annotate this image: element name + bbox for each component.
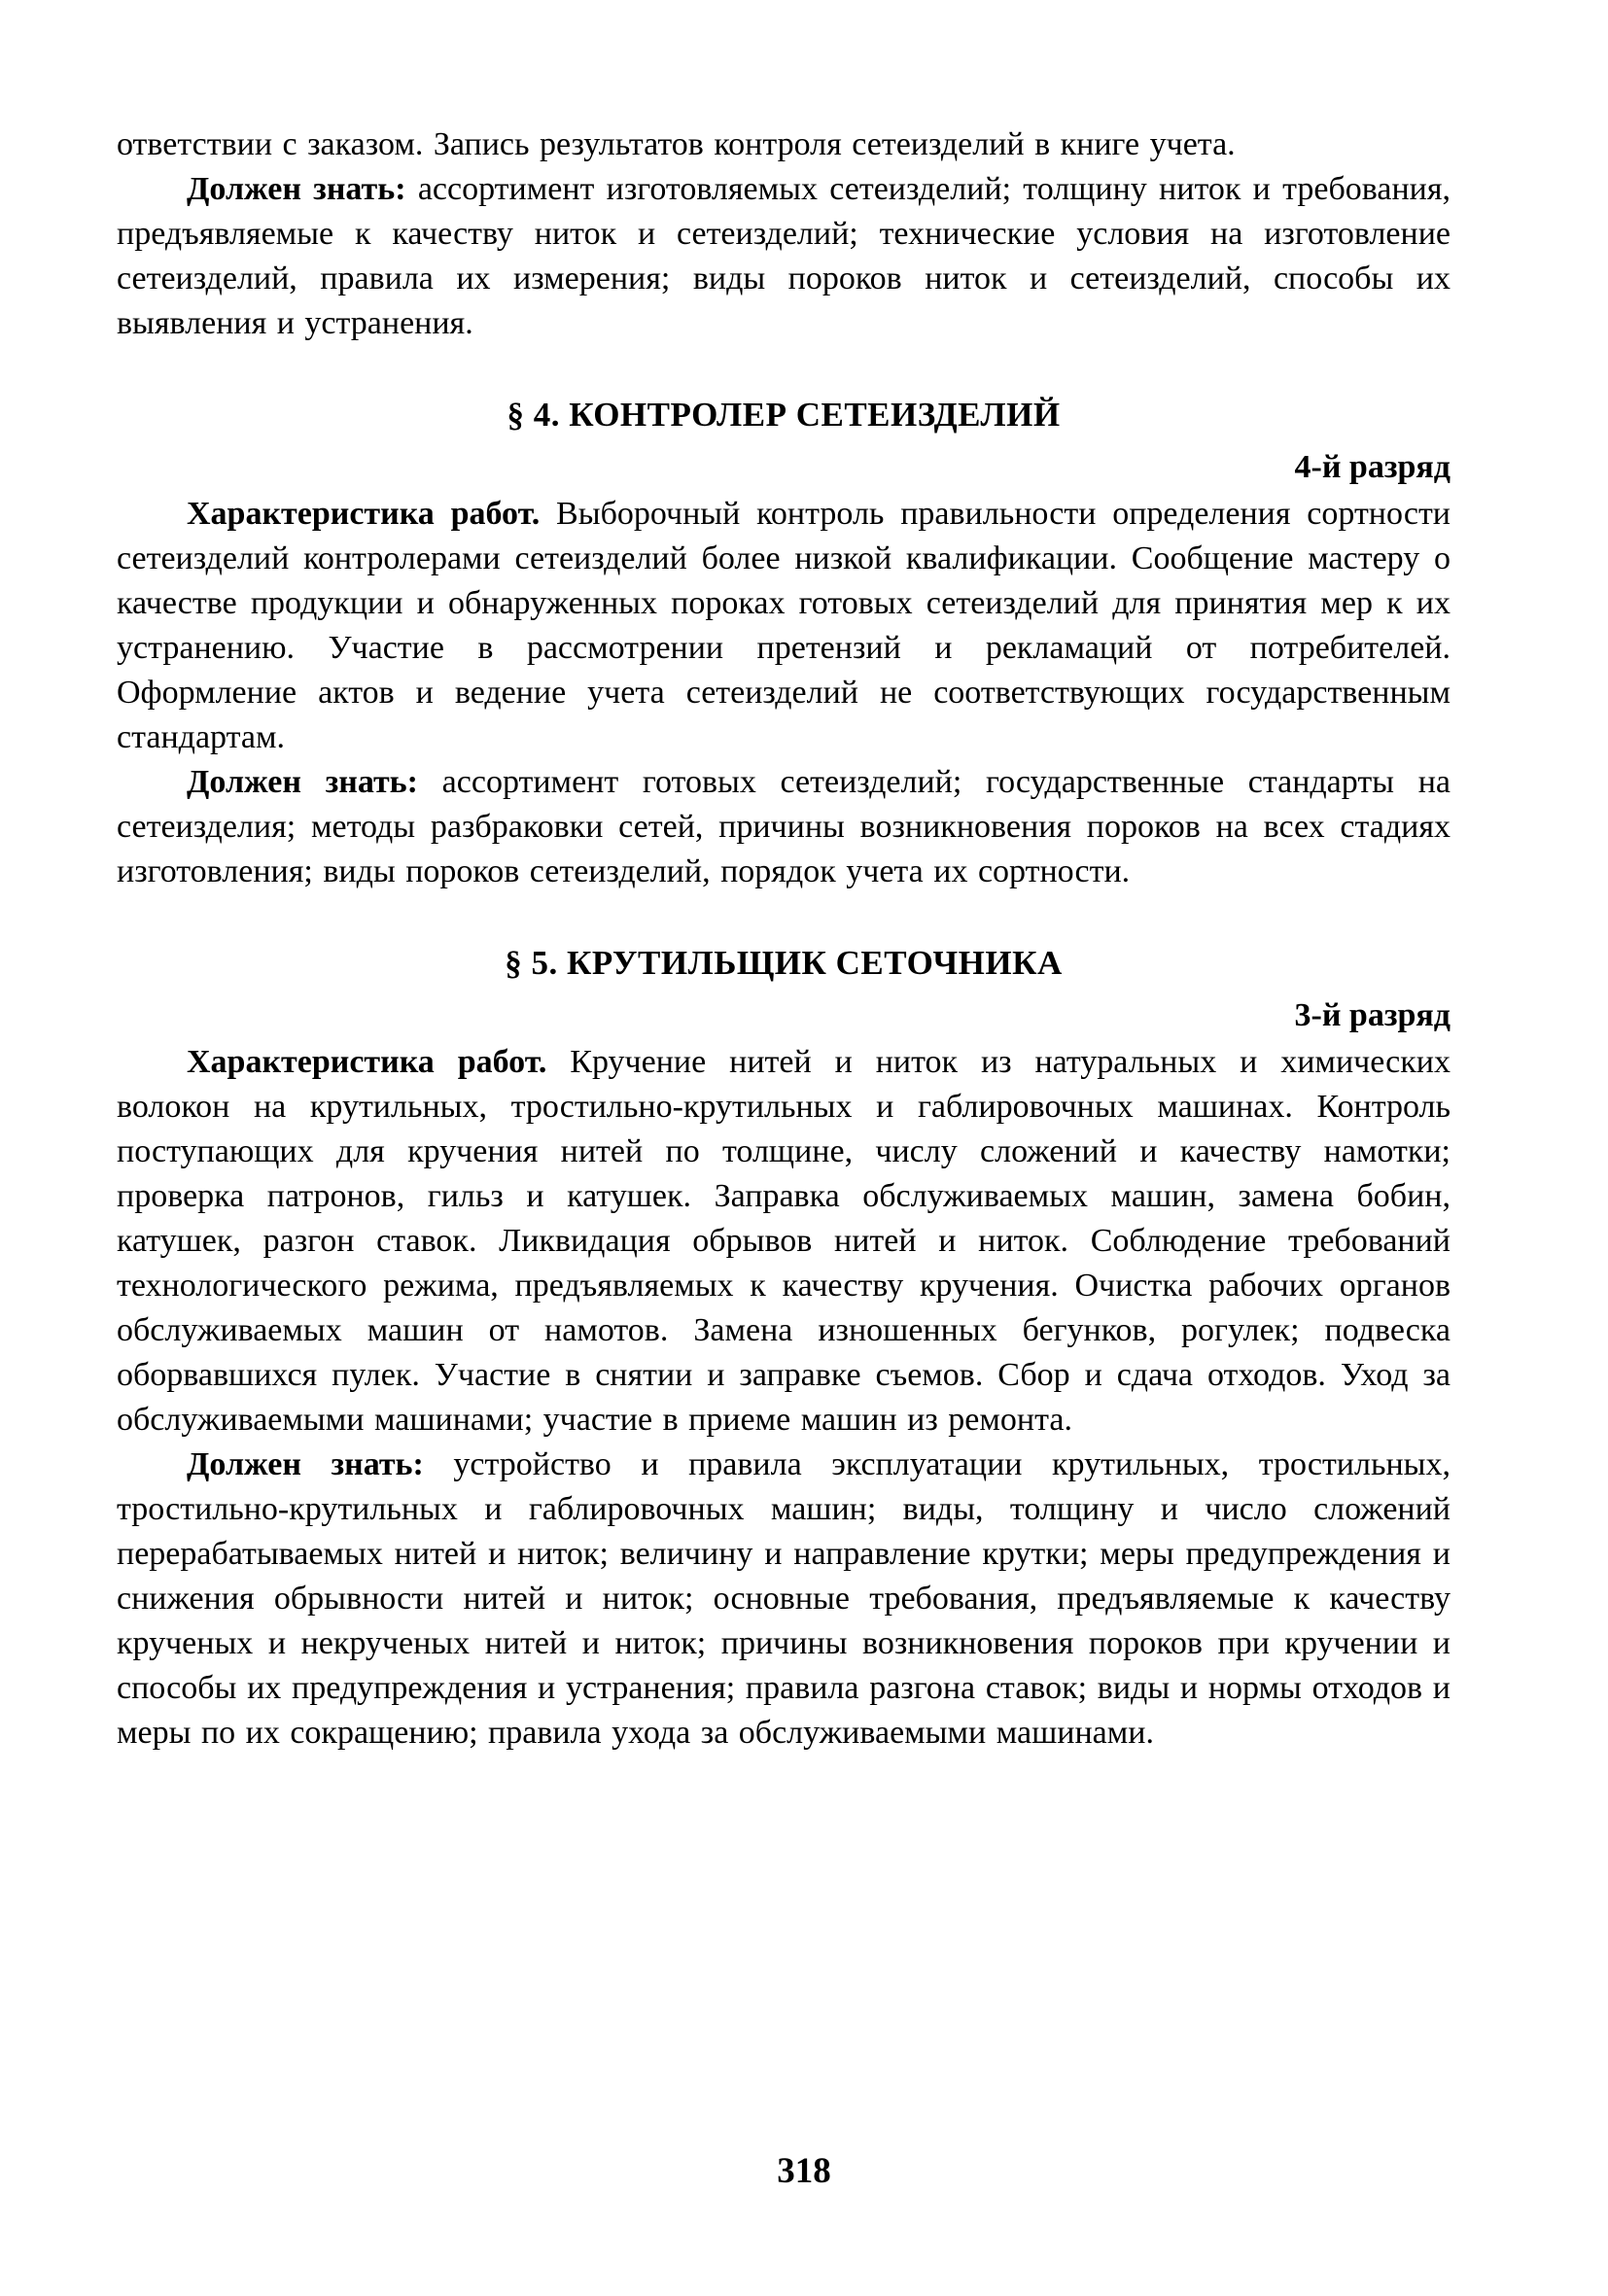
section-5-know-paragraph [117,1443,1451,1756]
section-5-work-lead: Характеристика работ. [187,1044,547,1080]
page-number: 318 [777,2151,831,2191]
section-4-know-lead: Должен знать: [187,764,418,800]
continuation-paragraph [117,122,1451,167]
section-5-work-text: Кручение нитей и ниток из натуральных и химических волокон на крутильных, тростильно-крутильных и габлировочных машинах. Контроль поступающих для кручения нитей по толщине, числу сложений и качеству намотки; проверка патронов, гильз и катушек. Заправка обслуживаемых машин, замена бобин, катушек, разгон ставок. Ликвидация обрывов нитей и ниток. Соблюдение требований технологического режима, предъявляемых к качеству кручения. Очистка рабочих органов обслуживаемых машин от намотов. Замена изношенных бегунков, рогулек; подвеска оборвавшихся пулек. Участие в снятии и заправке съемов. Сбор и сдача отходов. Уход за обслуживаемыми машинами; участие в приеме машин из ремонта. [117,1044,1451,1438]
section-4-know-text: ассортимент готовых сетеизделий; государственные стандарты на сетеизделия; методы разбраковки сетей, причины возникновения пороков на всех стадиях изготовления; виды пороков сетеизделий, порядок учета их сортности. [117,764,1451,889]
must-know-text: ассортимент изготовляемых сетеизделий; толщину ниток и требования, предъявляемые к качеству ниток и сетеизделий; технические условия на изготовление сетеизделий, правила их измерения; виды пороков ниток и сетеизделий, способы их выявления и устранения. [117,171,1451,341]
section-4-work-text: Выборочный контроль правильности определения сортности сетеизделий контролерами сетеизделий более низкой квалификации. Сообщение мастеру о качестве продукции и обнаруженных пороках готовых сетеизделий для принятия мер к их устранению. Участие в рассмотрении претензий и рекламаций от потребителей. Оформление актов и ведение учета сетеизделий не соответствующих государственным стандартам. [117,496,1451,755]
section-4-work-paragraph [117,492,1451,760]
section-4-know-paragraph [117,760,1451,894]
section-5-heading: § 5. КРУТИЛЬЩИК СЕТОЧНИКА [505,944,1063,982]
section-5-grade: 3-й разряд [1294,997,1451,1033]
section-5-know-lead: Должен знать: [187,1446,424,1482]
section-4-work-lead: Характеристика работ. [187,496,541,532]
must-know-lead: Должен знать: [187,171,406,207]
section-5-work-paragraph [117,1040,1451,1443]
must-know-paragraph [117,167,1451,346]
section-5-know-text: устройство и правила эксплуатации крутильных, тростильных, тростильно-крутильных и габлировочных машин; виды, толщину и число сложений перерабатываемых нитей и ниток; величину и направление крутки; меры предупреждения и снижения обрывности нитей и ниток; основные требования, предъявляемые к качеству крученых и некрученых нитей и ниток; причины возникновения пороков при кручении и способы их предупреждения и устранения; правила разгона ставок; виды и нормы отходов и меры по их сокращению; правила ухода за обслуживаемыми машинами. [117,1446,1451,1751]
section-4-heading: § 4. КОНТРОЛЕР СЕТЕИЗДЕЛИЙ [507,396,1061,434]
continuation-text: ответствии с заказом. Запись результатов контроля сетеизделий в книге учета. [117,126,1236,162]
section-4-grade: 4-й разряд [1294,449,1451,485]
